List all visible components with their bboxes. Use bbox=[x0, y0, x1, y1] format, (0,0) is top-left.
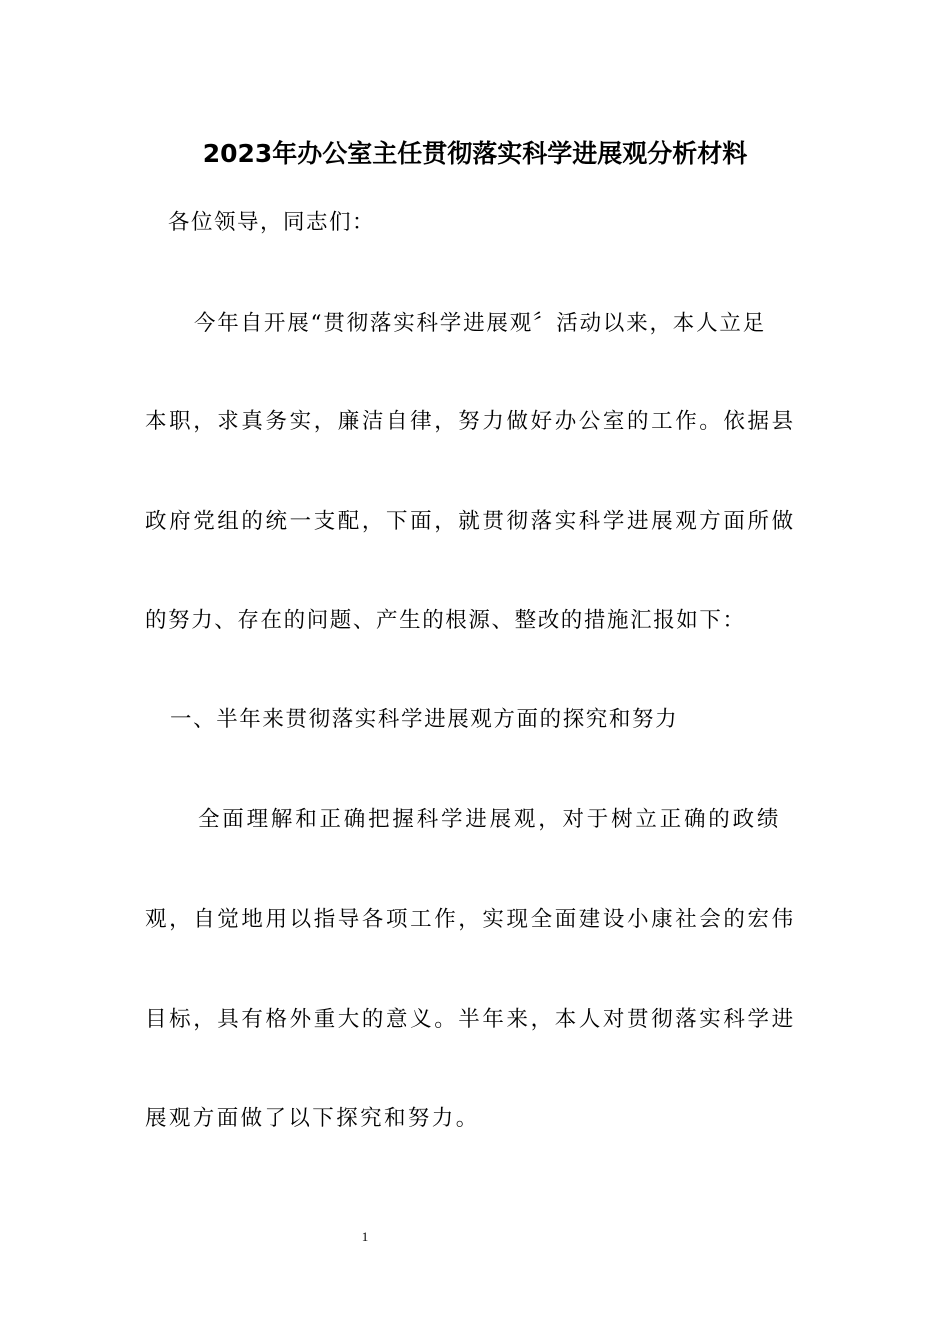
section-heading-1: 一、半年来贯彻落实科学进展观方面的探究和努力 bbox=[170, 707, 679, 732]
paragraph1-line-1: 今年自开展“贯彻落实科学进展观〞活动以来，本人立足 bbox=[194, 311, 766, 336]
paragraph1-line-2: 本职，求真务实，廉洁自律，努力做好办公室的工作。依据县 bbox=[145, 409, 796, 434]
paragraph2-line-1: 全面理解和正确把握科学进展观，对于树立正确的政绩 bbox=[198, 807, 782, 832]
document-title: 2023年办公室主任贯彻落实科学进展观分析材料 bbox=[202, 139, 748, 168]
greeting-line: 各位领导，同志们： bbox=[168, 210, 376, 235]
paragraph2-line-3: 目标，具有格外重大的意义。半年来，本人对贯彻落实科学进 bbox=[145, 1007, 796, 1032]
paragraph1-line-4: 的努力、存在的问题、产生的根源、整改的措施汇报如下： bbox=[145, 608, 746, 633]
paragraph2-line-4: 展观方面做了以下探究和努力。 bbox=[145, 1106, 480, 1131]
page-number: 1 bbox=[361, 1229, 369, 1244]
paragraph1-line-3: 政府党组的统一支配，下面，就贯彻落实科学进展观方面所做 bbox=[145, 509, 796, 534]
paragraph2-line-2: 观，自觉地用以指导各项工作，实现全面建设小康社会的宏伟 bbox=[145, 907, 796, 932]
